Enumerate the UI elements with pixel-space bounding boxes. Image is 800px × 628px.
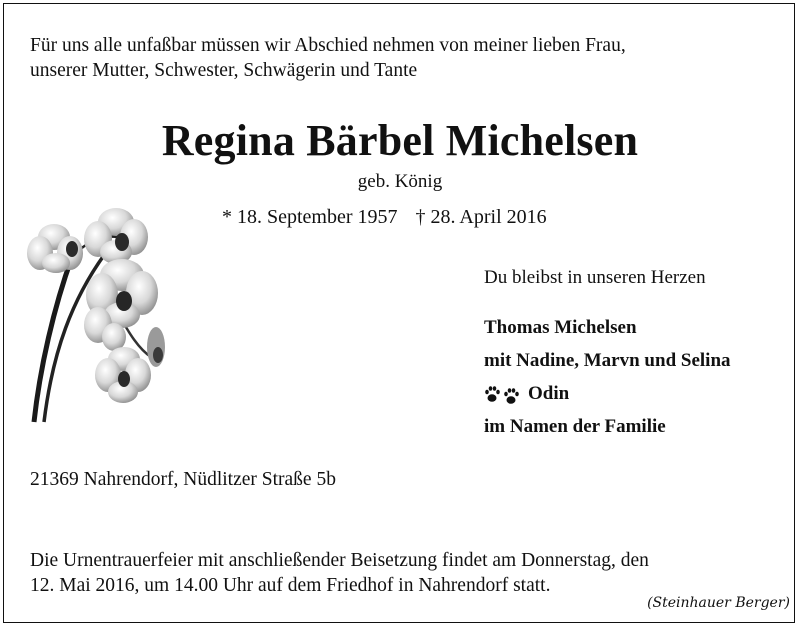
intro-line-2: unserer Mutter, Schwester, Schwägerin und Tante xyxy=(30,60,418,81)
mourners-block xyxy=(484,265,731,443)
birth-date: * 18. September 1957 xyxy=(222,206,398,228)
funeral-notice xyxy=(30,548,649,598)
pet-name: Odin xyxy=(528,383,570,404)
death-date: † 28. April 2016 xyxy=(415,206,547,228)
mourners-list xyxy=(484,311,731,443)
paw-prints-icon xyxy=(484,385,522,405)
motto: Du bleibst in unseren Herzen xyxy=(484,267,706,288)
notice-line-1: Die Urnentrauerfeier mit anschließender Beisetzung findet am Donnerstag, den xyxy=(30,550,649,571)
birth-name: geb. König xyxy=(357,171,443,192)
mourner-line-pet xyxy=(484,377,731,410)
intro-text xyxy=(30,33,626,83)
undertaker-signature: (Steinhauer Berger) xyxy=(647,595,790,611)
mourner-line: im Namen der Familie xyxy=(484,416,666,437)
address: 21369 Nahrendorf, Nüdlitzer Straße 5b xyxy=(30,469,336,490)
mourner-line: mit Nadine, Marvn und Selina xyxy=(484,350,731,371)
deceased-name: Regina Bärbel Michelsen xyxy=(161,116,639,165)
notice-line-2: 12. Mai 2016, um 14.00 Uhr auf dem Friedhof in Nahrendorf statt. xyxy=(30,575,551,596)
life-dates xyxy=(222,204,547,230)
orchid-photo xyxy=(26,197,186,427)
intro-line-1: Für uns alle unfaßbar müssen wir Abschied nehmen von meiner lieben Frau, xyxy=(30,35,626,56)
mourner-line: Thomas Michelsen xyxy=(484,317,637,338)
